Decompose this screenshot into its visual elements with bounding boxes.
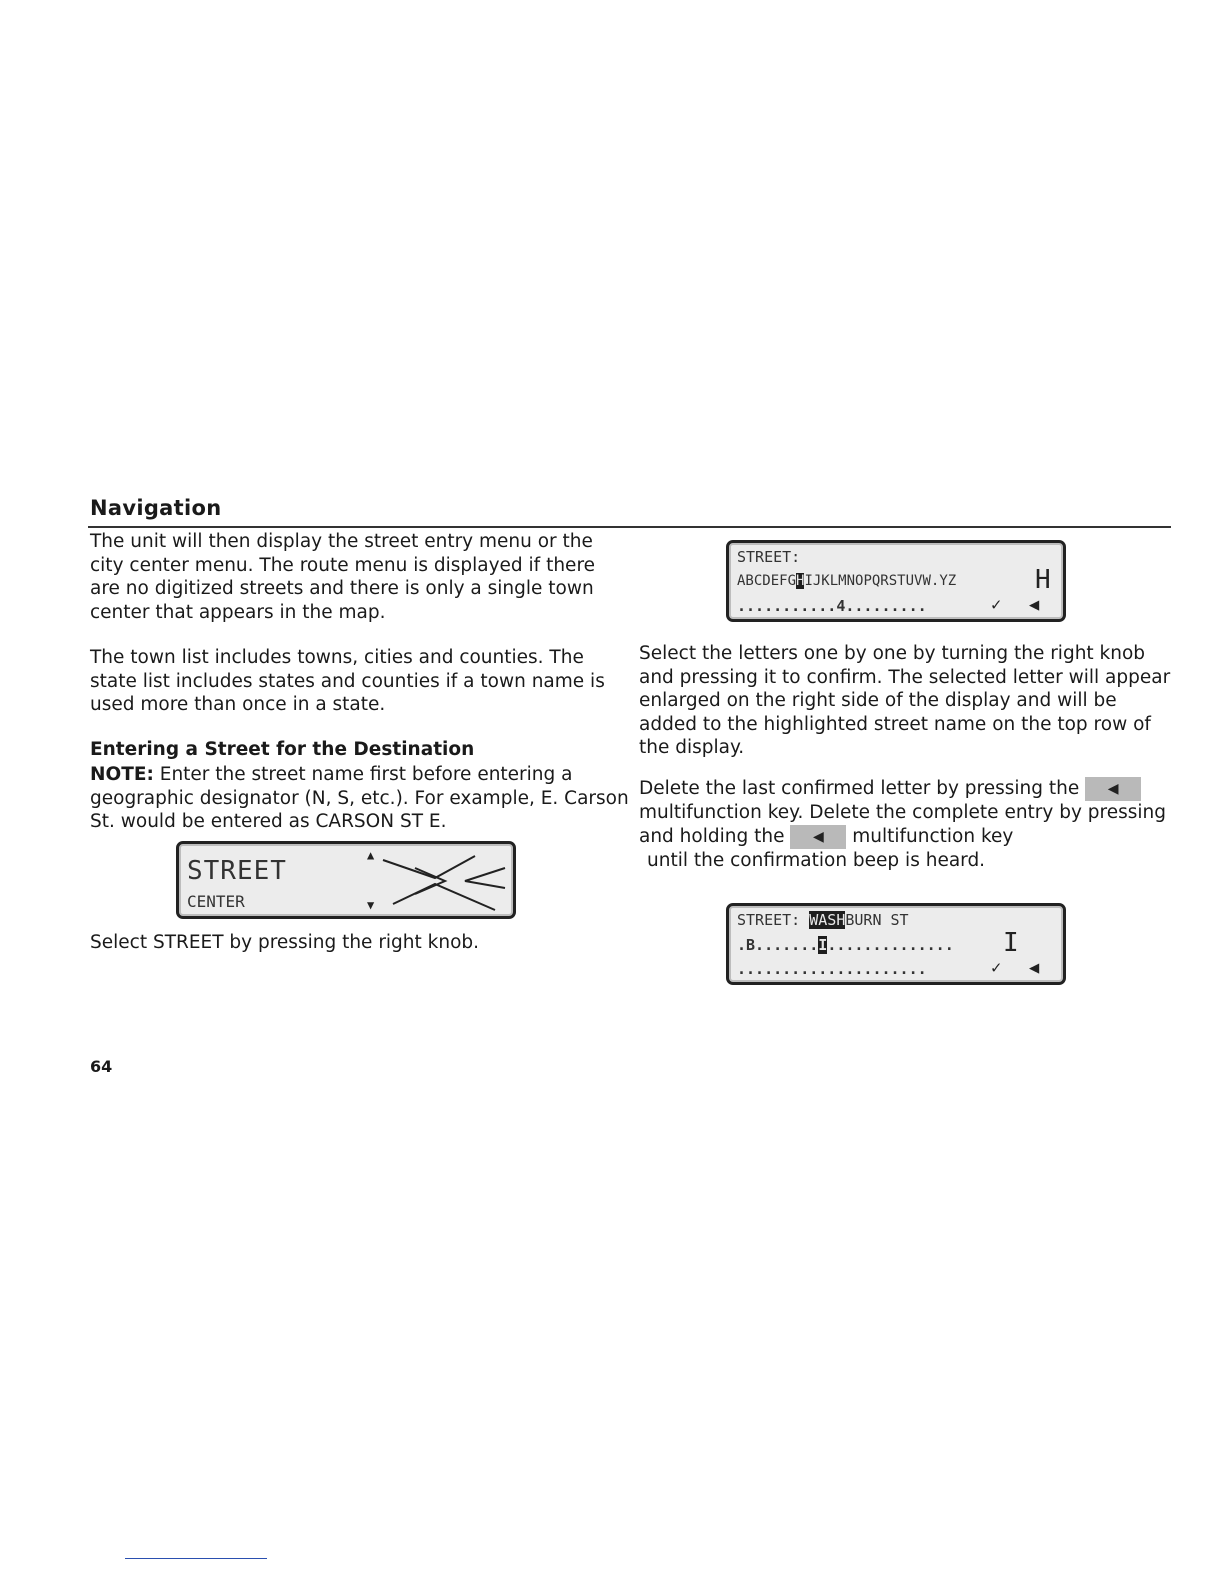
footer-line <box>125 1558 267 1559</box>
street-entry-display <box>726 903 1066 985</box>
display-street-option: STREET <box>187 856 287 886</box>
display-street-label: STREET: <box>737 911 801 929</box>
delete-paragraph <box>639 777 1179 872</box>
street-rest: BURN ST <box>845 911 909 929</box>
entry-cursor: I <box>818 936 828 954</box>
display-caption: Select STREET by pressing the right knob. <box>90 932 480 953</box>
enlarged-letter: I <box>1003 928 1019 958</box>
check-icon: ✓ <box>991 595 1002 615</box>
delete-text-d: until the confirmation beep is heard. <box>647 849 986 871</box>
alphabet-selected-letter: H <box>796 573 805 589</box>
alphabet-display <box>726 540 1066 622</box>
entry-before: .B....... <box>737 936 819 954</box>
note-paragraph <box>90 763 630 834</box>
down-arrow-icon: ▼ <box>367 898 375 912</box>
intro-paragraph: The unit will then display the street entry menu or the city center menu. The route menu is displayed if there are no digitized streets and there is only a single town center that appears in the map. <box>90 531 596 623</box>
position-row: ..................... <box>737 960 927 978</box>
position-row: ...........4......... <box>737 597 927 615</box>
alphabet-after: IJKLMNOPQRSTUVW.YZ <box>804 573 957 589</box>
up-arrow-icon: ▲ <box>367 848 375 862</box>
page-number: 64 <box>90 1057 113 1076</box>
delete-text-c: multifunction key <box>852 825 1014 847</box>
select-letters-paragraph: Select the letters one by one by turning the right knob and pressing it to confirm. The selected letter will appear enlarged on the right side of the display and will be added to the highlighted street name on the top row of the display. <box>639 643 1171 758</box>
section-title: Navigation <box>90 496 222 520</box>
display-street-label: STREET: <box>737 548 801 566</box>
back-arrow-icon: ◀ <box>1029 595 1040 615</box>
note-label: NOTE: <box>90 764 154 785</box>
back-key-icon: ◀ <box>1085 777 1141 801</box>
back-arrow-icon: ◀ <box>1029 958 1040 978</box>
lists-paragraph: The town list includes towns, cities and counties. The state list includes states and counties if a town name is used more than once in a state. <box>90 647 605 715</box>
back-key-icon: ◀ <box>790 825 846 849</box>
street-highlight: WASH <box>809 911 846 929</box>
note-text: Enter the street name first before entering a geographic designator (N, S, etc.). For example, E. Carson St. would be entered as CARSON ST E. <box>90 764 629 832</box>
header-rule <box>88 526 1171 528</box>
delete-text-a: Delete the last confirmed letter by pressing the <box>639 778 1080 799</box>
letter-entry-row <box>737 936 954 954</box>
check-icon: ✓ <box>991 958 1002 978</box>
intersection-icon <box>375 848 511 914</box>
alphabet-before: ABCDEFG <box>737 573 797 589</box>
entry-after: .............. <box>827 936 954 954</box>
street-entry-row <box>737 911 909 929</box>
display-center-option: CENTER <box>187 892 245 911</box>
street-center-display <box>176 841 516 919</box>
alphabet-row <box>737 573 956 589</box>
delete-text-b: multifunction key. Delete the complete entry by pressing and holding the <box>639 802 1167 847</box>
subheading: Entering a Street for the Destination <box>90 739 475 760</box>
enlarged-letter: H <box>1035 565 1051 595</box>
